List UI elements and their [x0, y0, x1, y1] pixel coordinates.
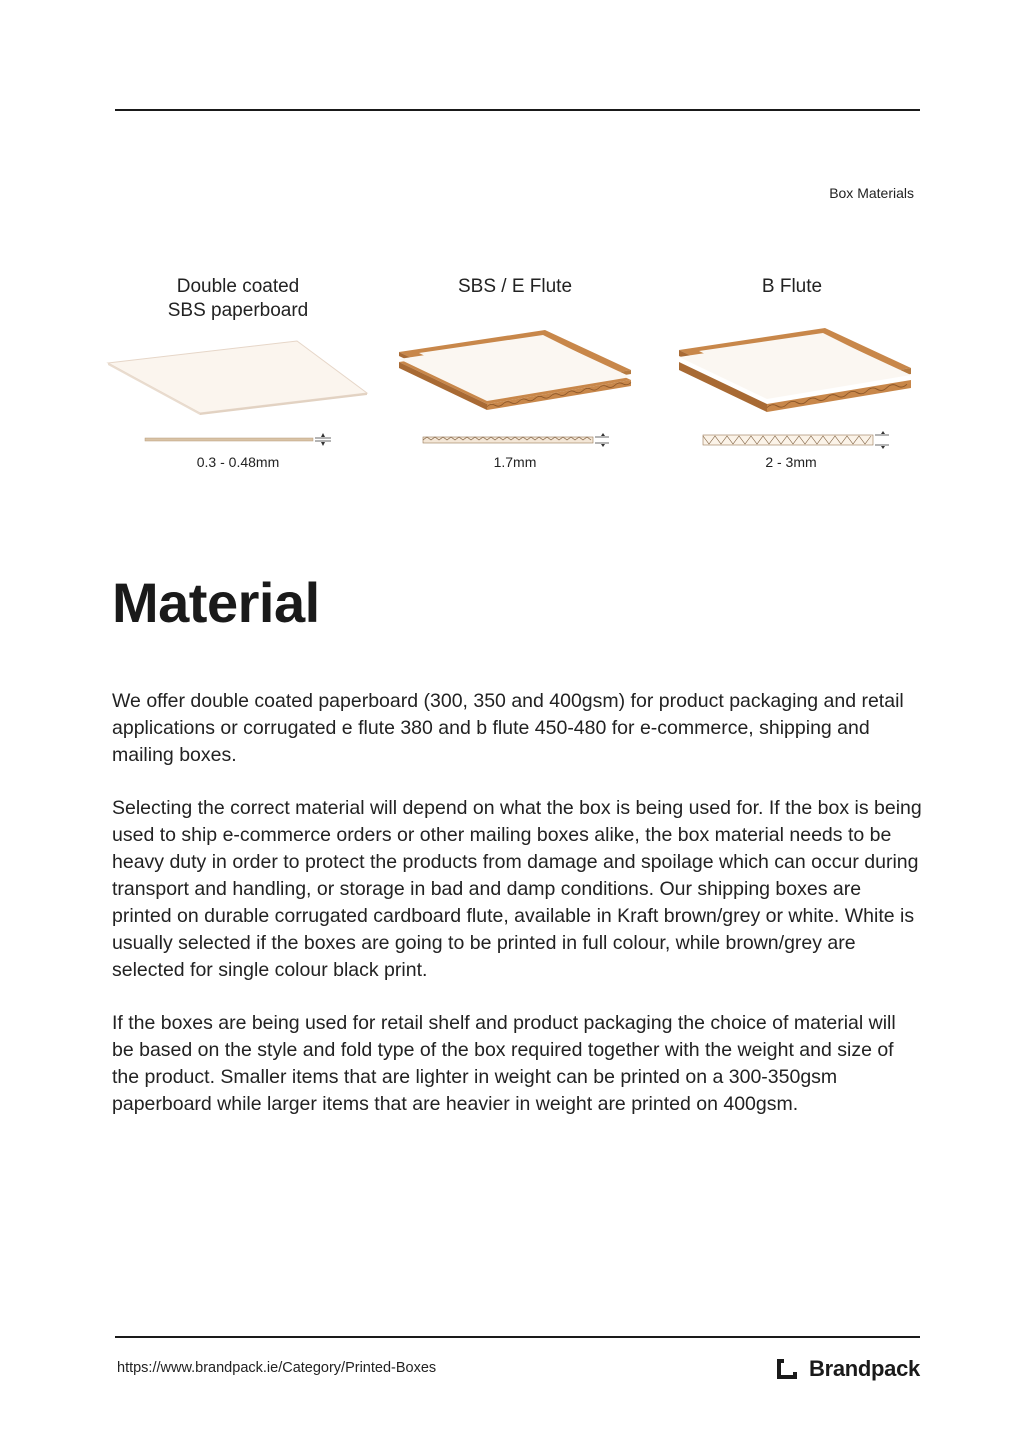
- brandpack-logo[interactable]: [775, 1356, 920, 1382]
- paragraph: Selecting the correct material will depend on what the box is being used for. If the box is being used to ship e-commerce orders or other mailing boxes alike, the box material needs to be heavy duty in order to protect the products from damage and spoilage which can occur during transport and handling, or storage in bad and damp conditions. Our shipping boxes are printed on durable corrugated cardboard flute, available in Kraft brown/grey or white. White is usually selected if the boxes are going to be printed in full colour, while brown/grey are selected for single colour black print.: [112, 797, 922, 981]
- page-title: Material: [112, 571, 320, 634]
- thickness-gauge-e-flute: [421, 432, 611, 448]
- material-column-sbs-paperboard: [108, 275, 368, 325]
- footer-link[interactable]: https://www.brandpack.ie/Category/Printed-Boxes: [117, 1360, 437, 1376]
- paragraph: If the boxes are being used for retail shelf and product packaging the choice of material will be based on the style and fold type of the box required together with the weight and size of the product. Smaller items that are lighter in weight can be printed on a 300-350gsm paperboard while larger items that are heavier in weight are printed on 400gsm.: [112, 1012, 896, 1115]
- thickness-label-sbs: 0.3 - 0.48mm: [196, 454, 280, 470]
- material-name: SBS / E Flute: [457, 276, 573, 297]
- e-flute-illustration: [395, 322, 640, 412]
- thickness-label-e-flute: 1.7mm: [493, 454, 537, 470]
- thickness-gauge-thin: [143, 432, 333, 448]
- brandpack-logo-icon: [775, 1357, 799, 1381]
- material-name: Double coated SBS paperboard: [167, 276, 309, 321]
- material-column-b-flute: [662, 275, 922, 325]
- section-label: Box Materials: [829, 185, 914, 201]
- material-column-e-flute: [385, 275, 645, 325]
- sbs-paperboard-illustration: [105, 335, 370, 420]
- body-text: [112, 688, 922, 1144]
- top-divider: [115, 109, 920, 111]
- material-name: B Flute: [761, 276, 823, 297]
- thickness-gauge-b-flute: [701, 430, 891, 450]
- thickness-label-b-flute: 2 - 3mm: [765, 454, 817, 470]
- bottom-divider: [115, 1336, 920, 1338]
- b-flute-illustration: [675, 322, 920, 414]
- paragraph: We offer double coated paperboard (300, 350 and 400gsm) for product packaging and retail applications or corrugated e flute 380 and b flute 450-480 for e-commerce, shipping and mailing boxes.: [112, 690, 904, 766]
- logo-text: Brandpack: [808, 1356, 920, 1381]
